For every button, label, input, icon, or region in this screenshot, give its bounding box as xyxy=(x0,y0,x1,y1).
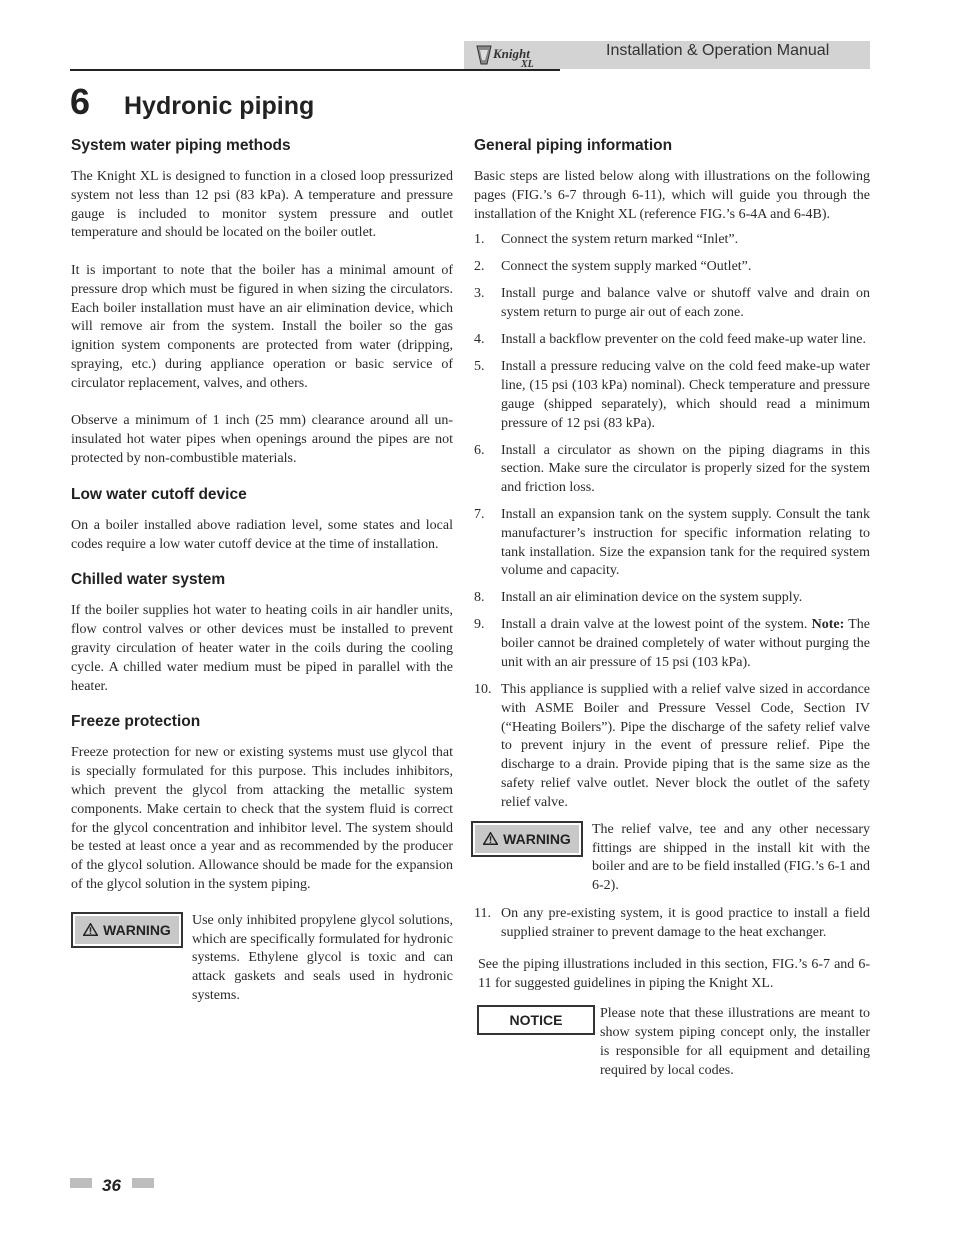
notice-badge: NOTICE xyxy=(477,1005,595,1035)
paragraph: See the piping illustrations included in this section, FIG.’s 6-7 and 6-11 for suggested guidelines in piping the Knight XL. xyxy=(478,956,870,991)
section-heading: General piping information xyxy=(474,137,673,154)
section-heading: System water piping methods xyxy=(71,137,291,154)
right-column xyxy=(474,136,870,1081)
section-heading: Chilled water system xyxy=(71,571,226,589)
warning-callout xyxy=(71,912,453,1006)
left-column xyxy=(71,136,453,1006)
warning-badge xyxy=(471,821,583,857)
paragraph: Basic steps are listed below along with illustrations on the following pages (FIG.’s 6-7 through 6-11), which will guide you through the installation of the Knight XL (reference FIG.’s 6-4A and 6-4B). xyxy=(474,169,870,222)
paragraph: On a boiler installed above radiation level, some states and local codes require a low water cutoff device at the time of installation. xyxy=(71,517,453,552)
list-item: 4. Install a backflow preventer on the cold feed make-up water line. xyxy=(474,332,867,348)
list-item: 5. Install a pressure reducing valve on the cold feed make-up water line, (15 psi (103 kPa) nominal). Check temperature and pressure gauge (shipped separately), which should read a minimum pressure of 12 psi (83 kPa). xyxy=(474,359,870,431)
warning-callout xyxy=(471,821,870,896)
paragraph: Observe a minimum of 1 inch (25 mm) clearance around all un-insulated hot water pipes when openings around the pipes are not protected by non-combustible materials. xyxy=(71,413,453,466)
note-label: Note: xyxy=(811,617,845,633)
page-number: 36 xyxy=(102,1176,121,1195)
list-item: 8. Install an air elimination device on the system supply. xyxy=(474,590,803,606)
svg-text:XL: XL xyxy=(521,59,534,70)
knight-xl-logo xyxy=(473,40,548,70)
paragraph: It is important to note that the boiler has a minimal amount of pressure drop which must be figured in when sizing the circulators. Each boiler installation must have an air elimination device, which will remove air from the system. Install the boiler so the gas ignition system components are protected from water (dripping, spraying, etc.) during appliance operation or basic service of circulator replacement, valves, and others. xyxy=(71,262,453,391)
svg-text:Knight: Knight xyxy=(493,46,530,61)
notice-text: Please note that these illustrations are meant to show system piping concept only, the installer is responsible for all equipment and detailing required by local codes. xyxy=(600,1006,870,1078)
footer-bar-right xyxy=(132,1178,154,1188)
notice-callout xyxy=(477,1005,870,1080)
warning-triangle-icon xyxy=(83,923,98,936)
warning-text: Use only inhibited propylene glycol solutions, which are specifically formulated for hydronic systems. Ethylene glycol is toxic and can attack gaskets and seals used in hydronic systems. xyxy=(192,912,453,1003)
list-item: 1. Connect the system return marked “Inlet”. xyxy=(474,232,739,248)
warning-badge xyxy=(71,912,183,948)
chapter-title: Hydronic piping xyxy=(124,92,315,120)
section-heading: Freeze protection xyxy=(71,713,201,731)
list-item: 11. On any pre-existing system, it is good practice to install a field supplied strainer to prevent damage to the heat exchanger. xyxy=(474,905,870,940)
list-item: 10. This appliance is supplied with a relief valve sized in accordance with ASME Boiler and Pressure Vessel Code, Section IV (“Heating Boilers”). Pipe the discharge of the safety relief valve to prevent injury in the event of pressure relief. Pipe the discharge to a drain. Provide piping that is the same size as the safety relief valve outlet. Never block the outlet of the safety relief valve. xyxy=(474,682,870,810)
chapter-number: 6 xyxy=(70,81,91,122)
warning-triangle-icon xyxy=(483,832,498,845)
list-item: 6. Install a circulator as shown on the piping diagrams in this section. Make sure the circulator is properly sized for the system and friction loss. xyxy=(474,442,870,496)
paragraph: If the boiler supplies hot water to heating coils in air handler units, flow control valves or other devices must be installed to prevent gravity circulation of heater water in the coils during the cooling cycle. A chilled water medium must be piped in parallel with the heater. xyxy=(71,603,453,694)
list-item: 9. Install a drain valve at the lowest point of the system. Note: The boiler cannot be drained completely of water without purging the unit with an air pressure of 15 psi (103 kPa). xyxy=(474,617,871,671)
paragraph: The Knight XL is designed to function in a closed loop pressurized system not less than 12 psi (83 kPa). A temperature and pressure gauge is included to monitor system pressure and outlet temperature and should be located on the boiler outlet. xyxy=(71,169,453,241)
list-item: 3. Install purge and balance valve or shutoff valve and drain on system return to purge air out of each zone. xyxy=(474,286,870,321)
warning-text: The relief valve, tee and any other necessary fittings are shipped in the install kit with the boiler and are to be field installed (FIG.’s 6-1 and 6-2). xyxy=(592,821,870,894)
section-heading: Low water cutoff device xyxy=(71,485,247,503)
list-item: 7. Install an expansion tank on the system supply. Consult the tank manufacturer’s instruction for specific information relating to tank installation. Size the expansion tank for the required system volume and capacity. xyxy=(474,507,870,579)
manual-title: Installation & Operation Manual xyxy=(606,42,830,59)
steps-list xyxy=(474,231,870,812)
warning-label: WARNING xyxy=(103,921,171,938)
warning-label: WARNING xyxy=(503,830,571,847)
list-item: 2. Connect the system supply marked “Outlet”. xyxy=(474,259,752,275)
paragraph: Freeze protection for new or existing systems must use glycol that is specially formulated for this purpose. This includes inhibitors, which prevent the glycol from attacking the metallic system components. Make certain to check that the system fluid is correct for the glycol concentration and inhibitor level. The system should be tested at least once a year and as recommended by the producer of the glycol solution. Allowance should be made for the expansion of the glycol solution in the system piping. xyxy=(71,745,453,892)
steps-list xyxy=(474,905,870,943)
footer-bar-left xyxy=(70,1178,92,1188)
